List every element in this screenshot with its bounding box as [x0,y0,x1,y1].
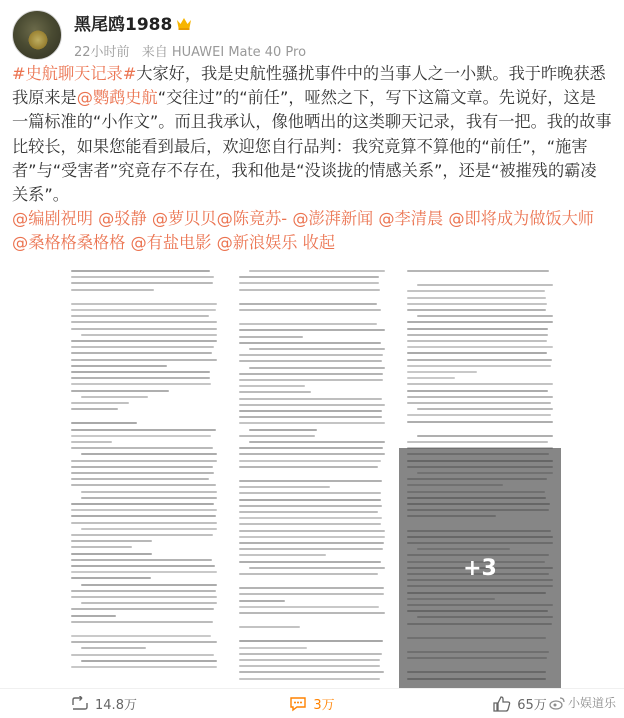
image-text-line [239,517,382,519]
image-grid [63,258,561,688]
post-text-part2: “交往过”的“前任”，哑然之下，写下这篇文章。先说好，这是一篇标准的“小作文”。而且我承认，像他晒出的这类聊天记录，我有一把。我的故事比较长，如果您能看到最后，欢迎您自行品判：我究竟算不算他的“前任”，“施害者”与“受害者”究竟存不存在，我和他是“没谈拢的情感关系”，还是“被摧残的霸凌关系”。 [12,88,612,205]
post-meta [74,41,314,60]
image-text-line [239,554,326,556]
image-text-line [407,321,553,323]
post-text-part1: 大家好，我是史航性骚扰事件中的当事人之一小默。我于昨晚获悉我原来是 [12,64,606,108]
image-text-line [239,678,380,680]
image-text-line [71,635,211,637]
image-text-line [407,390,548,392]
image-text-line [239,536,385,538]
image-text-line [239,671,384,673]
image-text-line [71,309,216,311]
mention-link[interactable]: @李清晨 [378,209,444,229]
image-text-line [249,270,385,272]
image-text-line [239,647,307,649]
image-text-line [239,329,385,331]
image-text-line [407,441,548,443]
image-text-line [71,402,129,404]
image-text-line [71,546,132,548]
image-text-line [249,348,385,350]
image-text-line [239,640,383,642]
image-text-line [71,460,217,462]
image-text-line [239,416,382,418]
mention-link[interactable]: @澎湃新闻 [292,209,374,229]
image-text-line [417,315,553,317]
image-text-line [239,336,303,338]
image-text-line [239,542,384,544]
mention-link[interactable]: @有盐电影 [130,233,212,253]
image-text-line [407,352,547,354]
post-image-1[interactable] [63,258,225,688]
image-text-line [71,577,151,579]
image-text-line [239,404,385,406]
image-text-line [71,641,217,643]
image-text-line [239,447,383,449]
image-text-line [71,515,216,517]
image-text-line [407,340,547,342]
image-text-line [239,659,380,661]
image-text-line [239,360,382,362]
image-text-line [239,410,382,412]
image-text-line [407,270,549,272]
image-text-line [239,600,285,602]
crown-icon [176,16,192,30]
image-text-line [71,303,217,305]
image-text-line [407,396,553,398]
image-text-line [407,334,548,336]
image-text-line [239,587,384,589]
post-source: 来自 HUAWEI Mate 40 Pro [141,45,307,60]
image-text-line [81,453,217,455]
image-text-line [71,615,116,617]
image-text-line [239,561,381,563]
image-text-line [239,480,382,482]
image-text-line [407,309,546,311]
image-text-line [71,270,210,272]
image-text-line [407,297,546,299]
image-text-line [71,282,213,284]
image-text-line [239,548,383,550]
image-text-line [71,553,152,555]
mention-shihang[interactable]: @鹦鹉史航 [76,88,158,108]
image-text-line [71,571,217,573]
image-text-line [71,371,210,373]
image-text-line [71,608,214,610]
image-text-line [407,377,455,379]
image-text-line [417,408,553,410]
image-text-line [81,647,146,649]
image-text-line [239,460,381,462]
image-text-line [417,435,553,437]
image-text-line [239,593,384,595]
weibo-logo-icon [549,696,565,710]
image-text-line [71,522,217,524]
image-text-line [71,666,217,668]
image-text-line [239,435,315,437]
image-text-line [71,315,209,317]
image-text-line [71,621,213,623]
collapse-link[interactable]: 收起 [302,233,336,253]
image-text-line [71,534,213,536]
image-text-line [71,466,213,468]
image-text-line [239,486,330,488]
image-text-line [407,414,551,416]
mention-link[interactable]: @新浪娱乐 [216,233,298,253]
image-text-line [71,390,169,392]
image-text-line [407,359,552,361]
image-text-line [239,276,379,278]
image-text-line [71,559,212,561]
image-text-line [71,340,217,342]
image-text-line [71,328,217,330]
image-text-line [81,396,148,398]
image-text-line [407,328,548,330]
mention-link[interactable]: @桑格格桑格格 [12,233,126,253]
comment-count: 3万 [313,698,335,713]
image-text-line [71,565,215,567]
post-header [12,10,314,60]
image-text-line [239,523,381,525]
image-text-line [239,453,385,455]
image-text-line [71,429,216,431]
image-text-line [239,499,381,501]
image-text-line [81,660,217,662]
image-text-line [239,573,378,575]
image-text-line [239,323,377,325]
image-text-line [71,441,112,443]
image-text-line [71,509,217,511]
image-text-line [71,447,213,449]
mention-link[interactable]: @萝贝贝 [151,209,217,229]
post-text [12,62,612,256]
watermark-text: 小娱道乐 [567,696,616,710]
image-text-line [71,383,211,385]
image-text-line [71,346,214,348]
image-text-line [71,377,210,379]
image-text-line [239,511,378,513]
mention-link[interactable]: @编剧祝明 [12,209,93,229]
comment-button[interactable] [208,694,416,713]
mention-link[interactable]: @即将成为做饭大师 [448,209,594,229]
image-text-line [239,653,382,655]
topic-link[interactable]: #史航聊天记录# [12,64,137,83]
image-text-line [249,429,317,431]
image-text-line [71,365,167,367]
image-text-line [71,590,216,592]
image-text-line [407,290,545,292]
thumbs-up-icon [493,696,511,712]
image-text-line [81,497,217,499]
image-text-line [239,466,378,468]
avatar[interactable] [12,10,62,60]
comment-icon [289,696,307,712]
image-text-line [249,441,385,443]
image-text-line [407,383,553,385]
image-text-line [239,665,380,667]
image-text-line [71,408,118,410]
mention-link[interactable]: @驳静 [98,209,147,229]
image-text-line [81,602,217,604]
image-text-line [239,289,380,291]
image-text-line [71,321,217,323]
image-text-line [407,346,553,348]
image-text-line [71,503,214,505]
image-text-line [407,303,547,305]
image-text-line [71,472,214,474]
repost-count: 14.8万 [95,698,137,713]
image-text-line [407,365,551,367]
image-text-line [239,354,383,356]
post-time[interactable]: 22小时前 [74,45,130,60]
repost-icon [71,696,89,712]
image-text-line [71,478,209,480]
image-text-line [239,398,382,400]
image-text-line [71,654,214,656]
image-text-line [239,342,381,344]
image-text-line [239,530,385,532]
image-text-line [71,596,217,598]
image-text-line [239,612,385,614]
image-text-line [239,385,305,387]
image-text-line [71,435,211,437]
image-text-line [71,276,214,278]
image-text-line [81,334,217,336]
image-text-line [239,626,300,628]
post-image-2[interactable] [231,258,393,688]
image-text-line [81,584,217,586]
watermark [549,694,616,711]
like-count: 65万 [517,698,547,713]
image-text-line [407,421,553,423]
image-text-line [407,371,477,373]
image-text-line [71,422,137,424]
image-text-line [407,402,551,404]
image-text-line [239,282,379,284]
image-text-line [71,540,152,542]
image-text-line [81,528,217,530]
image-text-line [249,367,385,369]
image-text-line [239,373,383,375]
image-text-line [81,491,217,493]
image-text-line [71,352,212,354]
action-bar [0,688,624,718]
image-text-line [249,567,385,569]
username[interactable]: 黑尾鸥1988 [74,15,173,35]
image-text-line [239,505,382,507]
image-text-line [71,359,217,361]
image-text-line [71,484,216,486]
image-text-line [239,303,377,305]
image-text-line [239,606,379,608]
image-text-line [71,289,154,291]
user-info [74,10,314,60]
image-text-line [239,309,381,311]
repost-button[interactable] [0,694,208,713]
image-text-line [239,422,385,424]
mention-link[interactable]: @陈竟苏- [216,209,288,229]
image-text-line [417,284,553,286]
image-text-line [239,379,383,381]
image-text-line [239,492,381,494]
more-images-count[interactable]: +3 [463,555,497,581]
image-text-line [239,391,311,393]
